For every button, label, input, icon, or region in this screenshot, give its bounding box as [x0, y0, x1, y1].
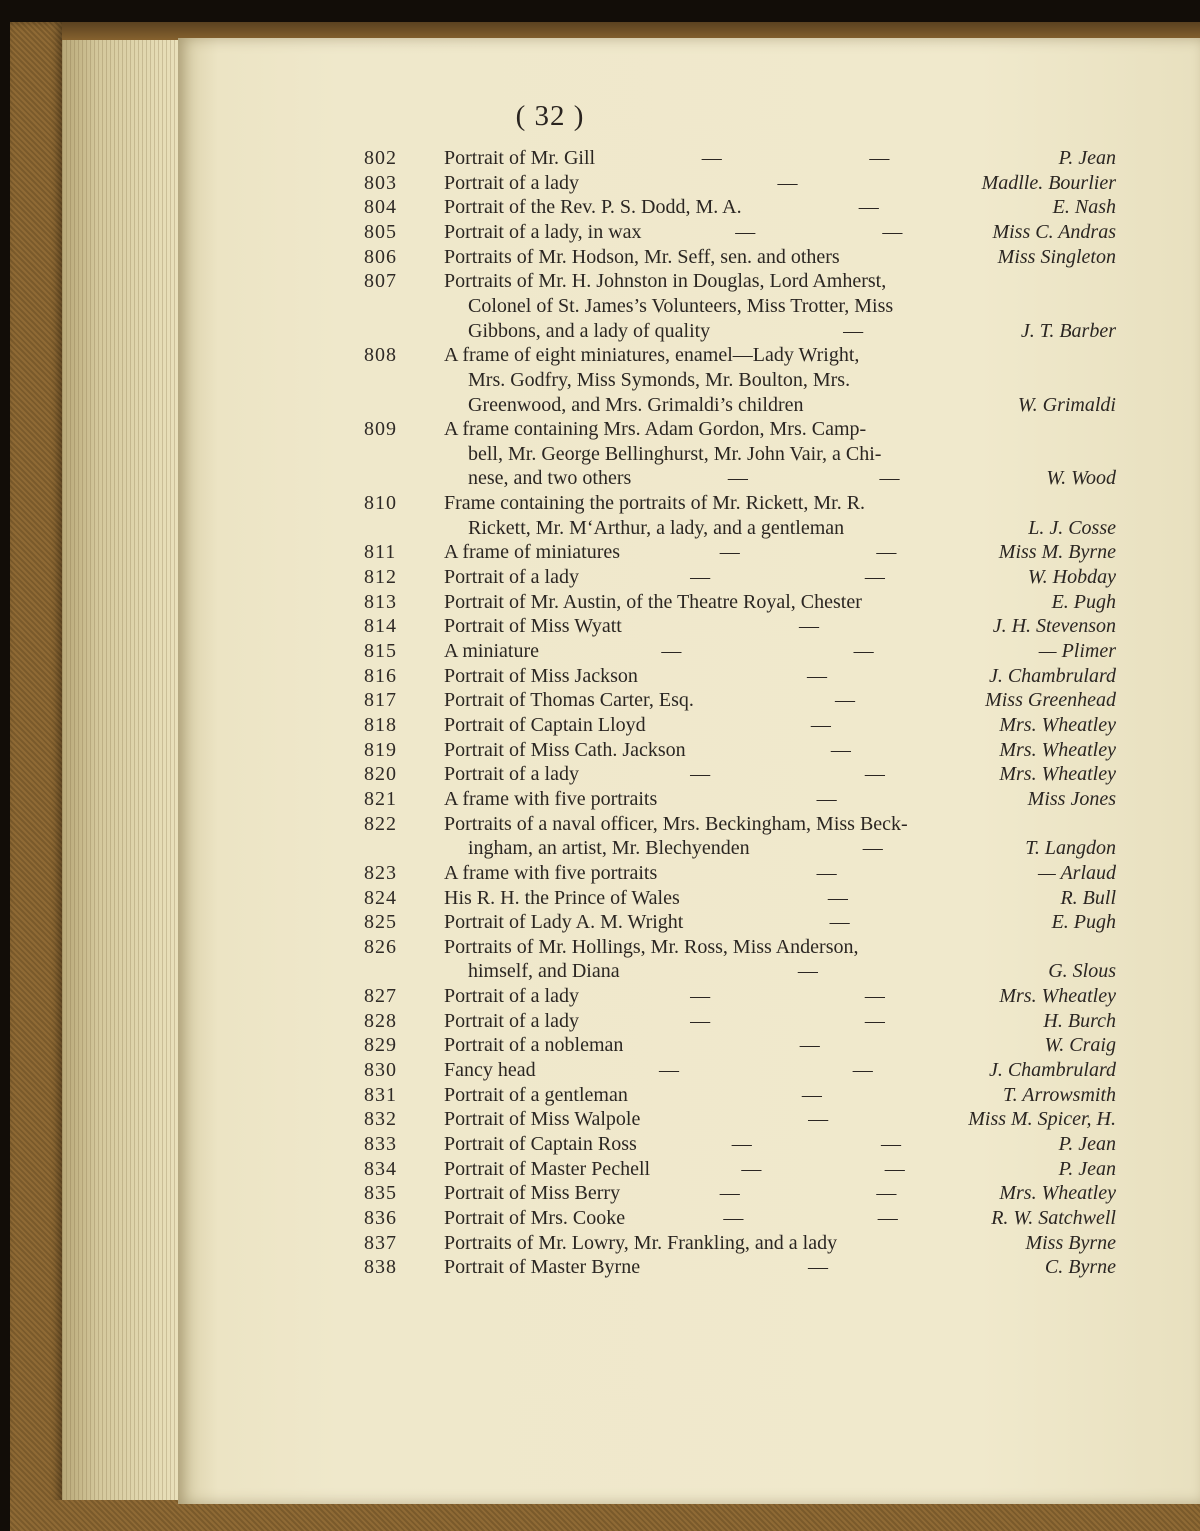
entry-artist: P. Jean — [1058, 1133, 1116, 1155]
entry-number: 806 — [364, 245, 397, 268]
entry-artist: — Arlaud — [1038, 861, 1116, 884]
leader-dash: — — [690, 763, 711, 786]
entry-artist: E. Pugh — [1051, 590, 1116, 613]
entry-number: 810 — [364, 492, 397, 515]
entry-title-line: Portrait of Captain Lloyd — [444, 713, 646, 736]
entry-artist: Mrs. Wheatley — [999, 713, 1116, 736]
entry-number: 815 — [364, 640, 397, 662]
entry-artist: L. J. Cosse — [1028, 516, 1116, 539]
entry-title-line: Portrait of Mr. Gill — [444, 147, 596, 169]
entry-title-line: ingham, an artist, Mr. Blechyenden — [468, 837, 750, 860]
entry-number: 835 — [364, 1182, 397, 1205]
entry-title-line: nese, and two others — [468, 467, 632, 490]
leader-dash: — — [741, 1157, 762, 1180]
page-edges — [62, 40, 184, 1503]
leader-dash: — — [808, 1256, 829, 1279]
entry-number: 826 — [364, 935, 397, 958]
leader-dash: — — [719, 541, 740, 564]
entry-number: 837 — [364, 1231, 397, 1254]
entry-artist: T. Arrowsmith — [1003, 1083, 1116, 1106]
entry-title-line: Portrait of Mr. Austin, of the Theatre Royal, Chester — [444, 590, 862, 613]
entry-number: 812 — [364, 566, 397, 589]
entry-artist: E. Nash — [1052, 196, 1116, 219]
entry-artist: J. Chambrulard — [988, 664, 1116, 687]
entry-number: 822 — [364, 812, 397, 835]
entry-artist: P. Jean — [1058, 1157, 1116, 1180]
entry-artist: Miss Jones — [1027, 787, 1116, 810]
entry-artist: R. W. Satchwell — [991, 1206, 1116, 1229]
entry-title-line: A frame with five portraits — [444, 787, 658, 810]
entry-title-line: Fancy head — [444, 1059, 536, 1082]
entry-title-line: A frame with five portraits — [444, 861, 658, 884]
entry-artist: Miss Singleton — [997, 245, 1116, 268]
entry-number: 811 — [364, 541, 397, 564]
entry-title-line: A frame containing Mrs. Adam Gordon, Mrs. Camp- — [444, 418, 867, 441]
entry-title-line: Portrait of a lady — [444, 763, 579, 786]
leader-dash: — — [810, 713, 831, 736]
leader-dash: — — [797, 960, 818, 983]
entry-title-line: A miniature — [444, 640, 539, 662]
leader-dash: — — [829, 911, 850, 934]
entry-artist: J. H. Stevenson — [992, 615, 1116, 638]
leader-dash: — — [798, 615, 819, 638]
entry-title-line: Rickett, Mr. M‘Arthur, a lady, and a gentleman — [468, 516, 845, 539]
leader-dash: — — [879, 467, 900, 490]
entry-number: 816 — [364, 664, 397, 687]
entry-number: 833 — [364, 1133, 397, 1155]
entry-number: 823 — [364, 861, 397, 884]
leader-dash: — — [882, 220, 903, 243]
leader-dash: — — [877, 1206, 898, 1229]
leader-dash: — — [864, 763, 885, 786]
entry-title-line: Portrait of Miss Berry — [444, 1182, 621, 1205]
entry-artist: W. Wood — [1046, 467, 1116, 490]
entry-title-line: Portrait of a gentleman — [444, 1083, 628, 1106]
entry-title-line: Frame containing the portraits of Mr. Rickett, Mr. R. — [444, 492, 866, 515]
entry-title-line: Gibbons, and a lady of quality — [468, 319, 711, 342]
entry-title-line: Portrait of Mrs. Cooke — [444, 1206, 626, 1229]
entry-title-line: himself, and Diana — [468, 960, 620, 983]
entry-artist: Mrs. Wheatley — [999, 738, 1116, 761]
entry-title-line: Portrait of Thomas Carter, Esq. — [444, 689, 694, 712]
entry-title-line: Portraits of Mr. Hodson, Mr. Seff, sen. and others — [444, 245, 840, 268]
entry-title-line: Portrait of a lady — [444, 1009, 579, 1032]
leader-dash: — — [799, 1034, 820, 1057]
entry-number: 838 — [364, 1256, 397, 1279]
entry-number: 820 — [364, 763, 397, 786]
entry-number: 804 — [364, 196, 397, 219]
entry-number: 824 — [364, 886, 397, 909]
entry-number: 831 — [364, 1083, 397, 1106]
entry-title-line: His R. H. the Prince of Wales — [444, 886, 680, 909]
leader-dash: — — [862, 837, 883, 860]
entry-number: 836 — [364, 1206, 397, 1229]
leader-dash: — — [816, 787, 837, 810]
leader-dash: — — [719, 1182, 740, 1205]
leader-dash: — — [876, 541, 897, 564]
entry-number: 818 — [364, 713, 397, 736]
entry-title-line: Portrait of a lady — [444, 985, 579, 1008]
entry-title-line: Portrait of Master Byrne — [444, 1256, 641, 1279]
entry-artist: W. Hobday — [1027, 566, 1116, 589]
entry-title-line: Portraits of Mr. H. Johnston in Douglas, Lord Amherst, — [444, 270, 887, 293]
entry-number: 813 — [364, 590, 397, 613]
leader-dash: — — [858, 196, 879, 219]
entry-title-line: Portrait of Master Pechell — [444, 1157, 651, 1180]
page-number-header: ( 32 ) — [515, 100, 585, 132]
entry-artist: Madlle. Bourlier — [981, 171, 1116, 194]
entry-artist: Miss M. Spicer, H. — [968, 1108, 1116, 1131]
entry-title-line: Portrait of Miss Walpole — [444, 1108, 641, 1131]
leader-dash: — — [806, 664, 827, 687]
leader-dash: — — [661, 640, 682, 662]
entry-artist: T. Langdon — [1025, 837, 1116, 860]
leader-dash: — — [701, 147, 722, 169]
book-cover-spine — [10, 22, 62, 1531]
entry-number: 834 — [364, 1157, 397, 1180]
entry-artist: Mrs. Wheatley — [999, 985, 1116, 1008]
entry-artist: E. Pugh — [1051, 911, 1116, 934]
entry-artist: — Plimer — [1038, 640, 1116, 662]
entry-number: 808 — [364, 344, 397, 367]
entry-title-line: Portrait of Miss Jackson — [444, 664, 638, 687]
entry-number: 803 — [364, 171, 397, 194]
leader-dash: — — [723, 1206, 744, 1229]
leader-dash: — — [801, 1083, 822, 1106]
entry-title-line: Portraits of a naval officer, Mrs. Beckingham, Miss Beck- — [444, 812, 908, 835]
entry-number: 821 — [364, 787, 397, 810]
entry-title-line: Portrait of Miss Wyatt — [444, 615, 622, 638]
entry-number: 825 — [364, 911, 397, 934]
entry-title-line: Portrait of Miss Cath. Jackson — [444, 738, 686, 761]
entry-title-line: Portrait of Lady A. M. Wright — [444, 911, 684, 934]
entry-title-line: Portrait of the Rev. P. S. Dodd, M. A. — [444, 196, 742, 219]
leader-dash: — — [816, 861, 837, 884]
entry-title-line: A frame of miniatures — [444, 541, 621, 564]
leader-dash: — — [864, 566, 885, 589]
leader-dash: — — [658, 1059, 679, 1082]
entry-artist: W. Craig — [1044, 1034, 1116, 1057]
leader-dash: — — [834, 689, 855, 712]
leader-dash: — — [690, 1009, 711, 1032]
entry-title-line: Portraits of Mr. Hollings, Mr. Ross, Miss Anderson, — [444, 935, 859, 958]
entry-artist: W. Grimaldi — [1017, 393, 1116, 416]
leader-dash: — — [735, 220, 756, 243]
entry-title-line: Greenwood, and Mrs. Grimaldi’s children — [468, 393, 804, 416]
entry-number: 827 — [364, 985, 397, 1008]
entry-artist: P. Jean — [1058, 147, 1116, 169]
entry-title-line: Portrait of a lady, in wax — [444, 220, 642, 243]
leader-dash: — — [853, 640, 874, 662]
book-cover-bottom — [10, 1500, 1200, 1531]
entry-artist: J. Chambrulard — [988, 1059, 1116, 1082]
entry-number: 829 — [364, 1034, 397, 1057]
leader-dash: — — [830, 738, 851, 761]
leader-dash: — — [852, 1059, 873, 1082]
entry-number: 809 — [364, 418, 397, 441]
leader-dash: — — [808, 1108, 829, 1131]
leader-dash: — — [777, 171, 798, 194]
entry-title-line: Mrs. Godfry, Miss Symonds, Mr. Boulton, Mrs. — [468, 368, 851, 391]
entry-number: 807 — [364, 270, 397, 293]
entry-title-line: Portrait of Captain Ross — [444, 1133, 637, 1155]
entry-number: 814 — [364, 615, 397, 638]
entry-title-line: Portrait of a lady — [444, 566, 579, 589]
entry-number: 805 — [364, 220, 397, 243]
leader-dash: — — [827, 886, 848, 909]
entry-number: 817 — [364, 689, 397, 712]
leader-dash: — — [881, 1133, 901, 1155]
leader-dash: — — [690, 566, 711, 589]
leader-dash: — — [876, 1182, 897, 1205]
entry-title-line: Portrait of a nobleman — [444, 1034, 624, 1057]
entry-artist: R. Bull — [1060, 886, 1116, 909]
leader-dash: — — [731, 1133, 752, 1155]
entry-artist: H. Burch — [1043, 1009, 1116, 1032]
entry-artist: Mrs. Wheatley — [999, 763, 1116, 786]
entry-title-line: A frame of eight miniatures, enamel—Lady Wright, — [444, 344, 860, 367]
entry-artist: G. Slous — [1048, 960, 1116, 983]
entry-number: 830 — [364, 1059, 397, 1082]
entry-artist: Miss C. Andras — [992, 220, 1116, 243]
leader-dash: — — [690, 985, 711, 1008]
entry-artist: Miss Byrne — [1025, 1231, 1116, 1254]
entry-artist: Miss M. Byrne — [998, 541, 1116, 564]
entry-number: 802 — [364, 147, 397, 169]
leader-dash: — — [864, 985, 885, 1008]
entry-artist: C. Byrne — [1044, 1256, 1116, 1279]
entry-title-line: Portraits of Mr. Lowry, Mr. Frankling, and a lady — [444, 1231, 838, 1254]
leader-dash: — — [727, 467, 748, 490]
entry-artist: Miss Greenhead — [985, 689, 1116, 712]
leader-dash: — — [864, 1009, 885, 1032]
entry-artist: Mrs. Wheatley — [999, 1182, 1116, 1205]
entry-title-line: Colonel of St. James’s Volunteers, Miss Trotter, Miss — [468, 294, 894, 317]
entry-number: 832 — [364, 1108, 397, 1131]
entry-artist: J. T. Barber — [1020, 319, 1116, 342]
entry-number: 828 — [364, 1009, 397, 1032]
leader-dash: — — [869, 147, 890, 169]
entry-number: 819 — [364, 738, 397, 761]
leader-dash: — — [884, 1157, 905, 1180]
entry-title-line: bell, Mr. George Bellinghurst, Mr. John Vair, a Chi- — [468, 442, 882, 465]
entry-title-line: Portrait of a lady — [444, 171, 579, 194]
leader-dash: — — [843, 319, 864, 342]
